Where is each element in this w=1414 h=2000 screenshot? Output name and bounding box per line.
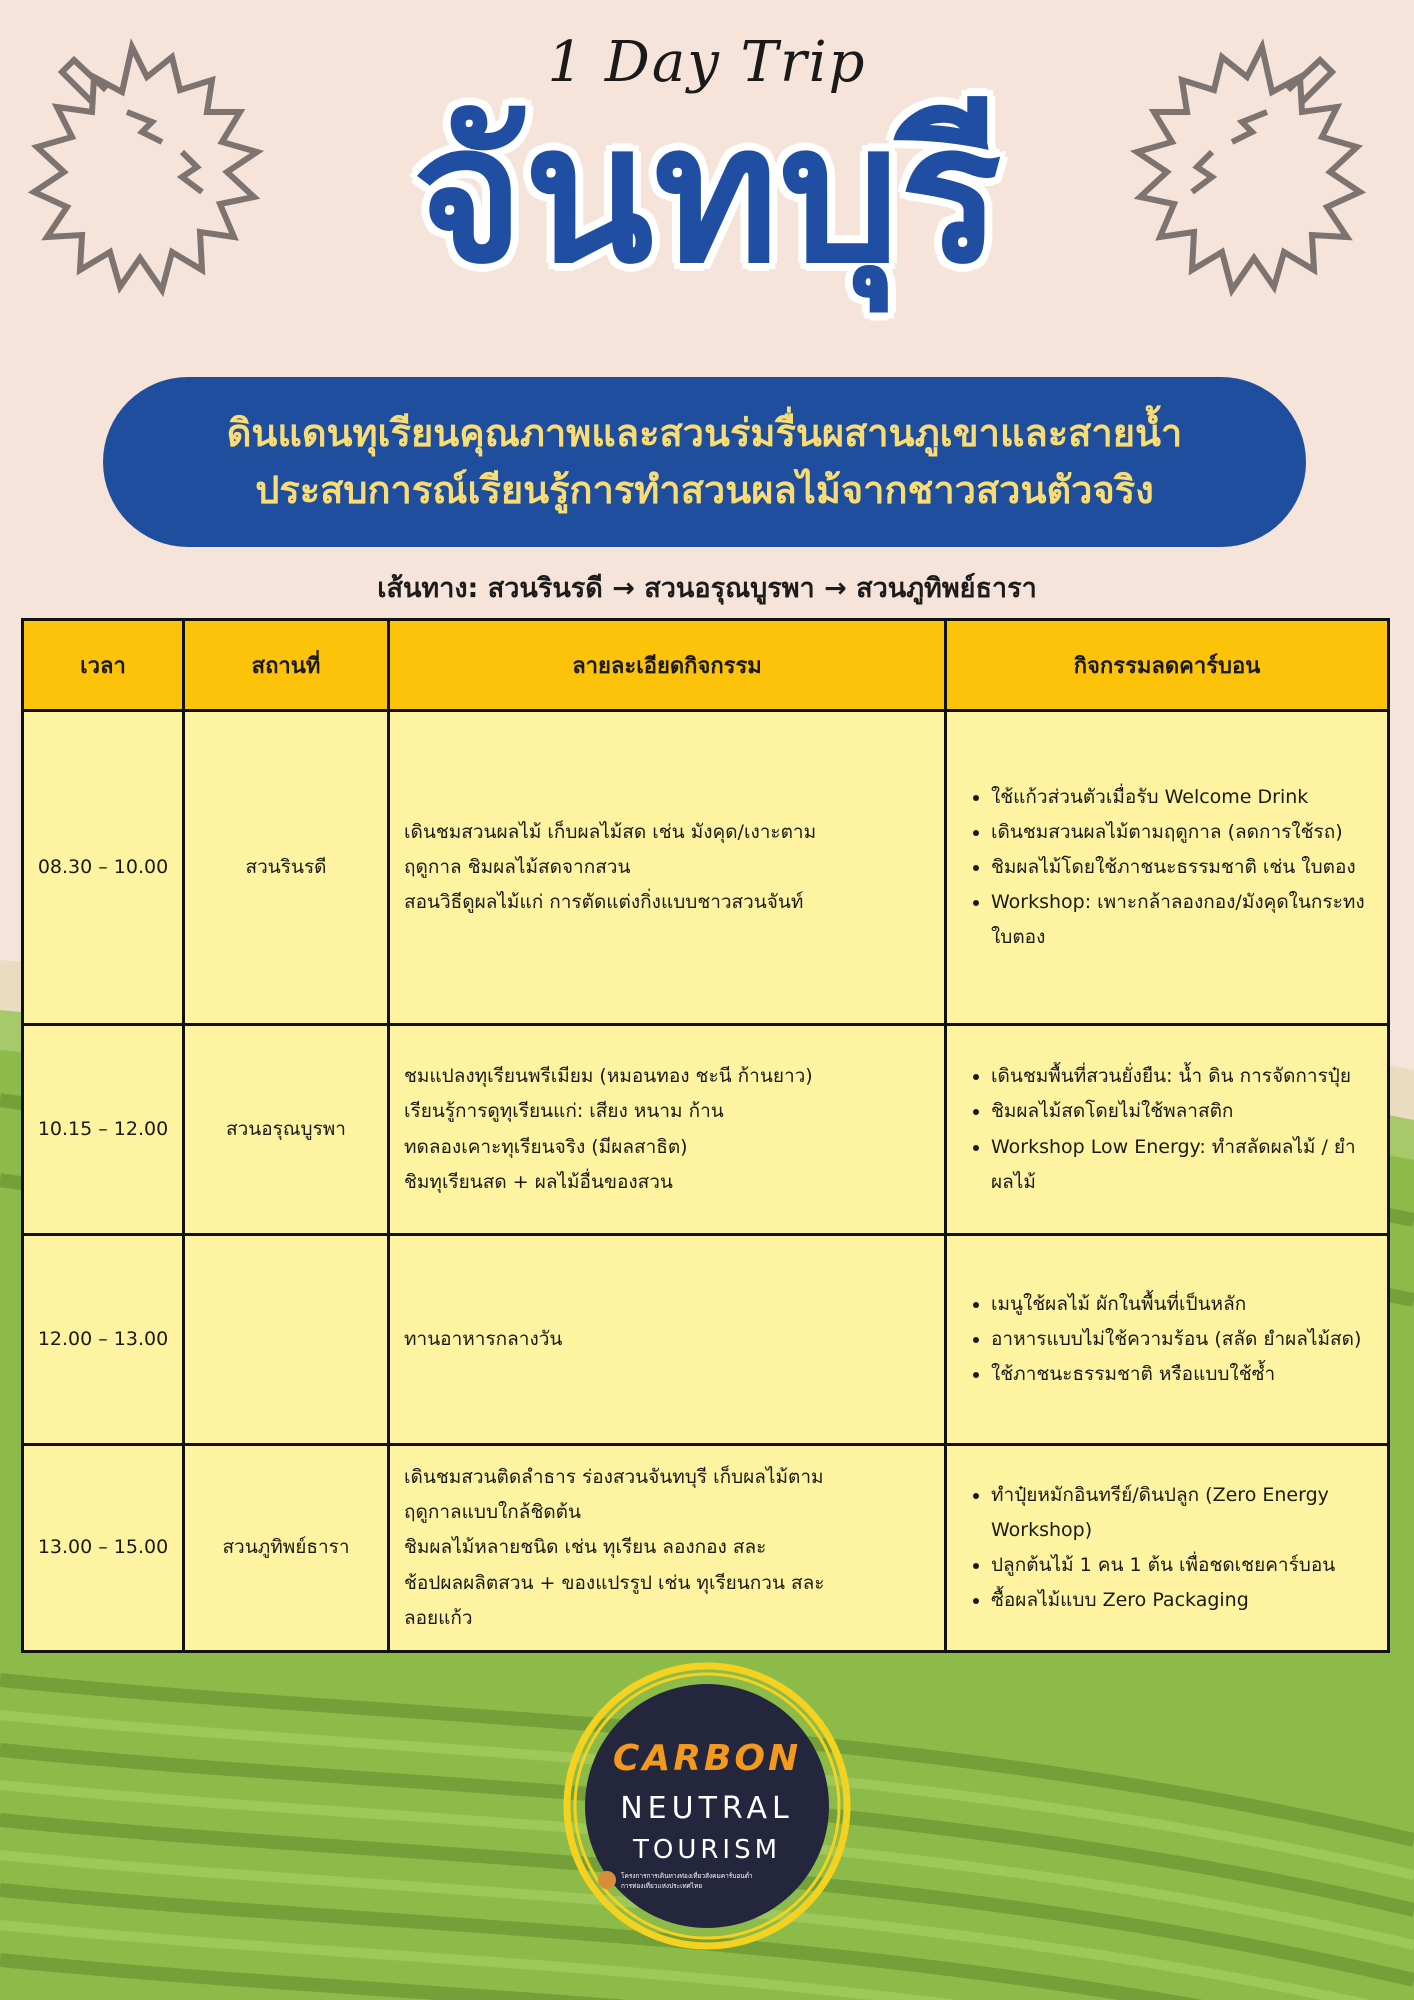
detail-line: ฤดูกาล ชิมผลไม้สดจากสวน [404, 855, 631, 878]
header-time: เวลา [23, 620, 184, 711]
list-item: • เดินชมสวนผลไม้ตามฤดูกาล (ลดการใช้รถ) [991, 815, 1371, 850]
time-cell: 08.30 – 10.00 [23, 711, 184, 1025]
carbon-list [961, 1478, 1371, 1619]
list-item: • อาหารแบบไม่ใช้ความร้อน (สลัด ยำผลไม้สด) [991, 1322, 1371, 1357]
detail-line: เดินชมสวนผลไม้ เก็บผลไม้สด เช่น มังคุด/เงาะตาม [404, 820, 817, 843]
detail-line: เดินชมสวนติดลำธาร ร่องสวนจันทบุรี เก็บผลไม้ตาม [404, 1466, 824, 1489]
detail-line: ชมแปลงทุเรียนพรีเมียม (หมอนทอง ชะนี ก้านยาว) [404, 1065, 813, 1088]
carbon-list [961, 1059, 1371, 1200]
list-item: • ซื้อผลไม้แบบ Zero Packaging [991, 1583, 1371, 1618]
detail-cell [389, 1235, 946, 1445]
detail-line: สอนวิธีดูผลไม้แก่ การตัดแต่งกิ่งแบบชาวสวนจันท์ [404, 891, 804, 914]
list-item: • ชิมผลไม้โดยใช้ภาชนะธรรมชาติ เช่น ใบตอง [991, 850, 1371, 885]
table-row [23, 1025, 1389, 1235]
detail-line: ทดลองเคาะทุเรียนจริง (มีผลสาธิต) [404, 1135, 688, 1158]
list-item: • ใช้ภาชนะธรรมชาติ หรือแบบใช้ซ้ำ [991, 1357, 1371, 1392]
subtitle-banner [103, 377, 1306, 547]
detail-line: ฤดูกาลแบบใกล้ชิดต้น [404, 1501, 582, 1524]
detail-line: ลอยแก้ว [404, 1606, 473, 1629]
list-item: • ทำปุ๋ยหมักอินทรีย์/ดินปลูก (Zero Energy Workshop) [991, 1478, 1371, 1548]
carbon-neutral-tourism-logo [559, 1658, 855, 1954]
page-title: จันทบุรี [412, 84, 1002, 305]
carbon-list [961, 780, 1371, 956]
header-details: ลายละเอียดกิจกรรม [389, 620, 946, 711]
table-row [23, 1235, 1389, 1445]
place-cell: สวนอรุณบูรพา [184, 1025, 389, 1235]
list-item: • เมนูใช้ผลไม้ ผักในพื้นที่เป็นหลัก [991, 1287, 1371, 1322]
route-text: เส้นทาง: สวนรินรดี → สวนอรุณบูรพา → สวนภูทิพย์ธารา [377, 573, 1037, 604]
list-item: • เดินชมพื้นที่สวนยั่งยืน: น้ำ ดิน การจัดการปุ๋ย [991, 1059, 1371, 1094]
carbon-cell [946, 1025, 1389, 1235]
header-carbon: กิจกรรมลดคาร์บอน [946, 620, 1389, 711]
place-cell: สวนรินรดี [184, 711, 389, 1025]
table-header-row [23, 620, 1389, 711]
detail-line: ชิมผลไม้หลายชนิด เช่น ทุเรียน ลองกอง สละ [404, 1536, 767, 1559]
carbon-cell [946, 711, 1389, 1025]
logo-line3: TOURISM [632, 1835, 782, 1865]
place-cell [184, 1235, 389, 1445]
place-cell: สวนภูทิพย์ธารา [184, 1445, 389, 1652]
logo-line1: CARBON [612, 1738, 802, 1779]
detail-line: ทานอาหารกลางวัน [404, 1327, 563, 1350]
list-item: • Workshop: เพาะกล้าลองกอง/มังคุดในกระทงใบตอง [991, 885, 1371, 955]
logo-caption: การท่องเที่ยวแห่งประเทศไทย [621, 1882, 703, 1890]
trip-tagline: 1 Day Trip [547, 30, 867, 95]
time-cell: 13.00 – 15.00 [23, 1445, 184, 1652]
banner-line: ประสบการณ์เรียนรู้การทำสวนผลไม้จากชาวสวนตัวจริง [255, 468, 1154, 512]
banner-line: ดินแดนทุเรียนคุณภาพและสวนร่มรื่นผสานภูเขาและสายน้ำ [226, 411, 1183, 455]
list-item: • Workshop Low Energy: ทำสลัดผลไม้ / ยำผลไม้ [991, 1130, 1371, 1200]
detail-cell [389, 1025, 946, 1235]
table-row [23, 711, 1389, 1025]
detail-line: ชิมทุเรียนสด + ผลไม้อื่นของสวน [404, 1170, 673, 1193]
carbon-cell [946, 1445, 1389, 1652]
detail-line: ช้อปผลผลิตสวน + ของแปรรูป เช่น ทุเรียนกวน สละ [404, 1571, 825, 1594]
list-item: • ชิมผลไม้สดโดยไม่ใช้พลาสติก [991, 1094, 1371, 1129]
detail-cell [389, 1445, 946, 1652]
list-item: • ใช้แก้วส่วนตัวเมื่อรับ Welcome Drink [991, 780, 1371, 815]
header-place: สถานที่ [184, 620, 389, 711]
logo-caption: โครงการการเดินทางท่องเที่ยวสังคมคาร์บอนต่ำ [621, 1872, 753, 1880]
list-item: • ปลูกต้นไม้ 1 คน 1 ต้น เพื่อชดเชยคาร์บอน [991, 1548, 1371, 1583]
table-row [23, 1445, 1389, 1652]
schedule-table [21, 618, 1390, 1653]
detail-line: เรียนรู้การดูทุเรียนแก่: เสียง หนาม ก้าน [404, 1100, 724, 1123]
time-cell: 12.00 – 13.00 [23, 1235, 184, 1445]
carbon-cell [946, 1235, 1389, 1445]
logo-line2: NEUTRAL [620, 1791, 794, 1826]
detail-cell [389, 711, 946, 1025]
carbon-list [961, 1287, 1371, 1392]
time-cell: 10.15 – 12.00 [23, 1025, 184, 1235]
